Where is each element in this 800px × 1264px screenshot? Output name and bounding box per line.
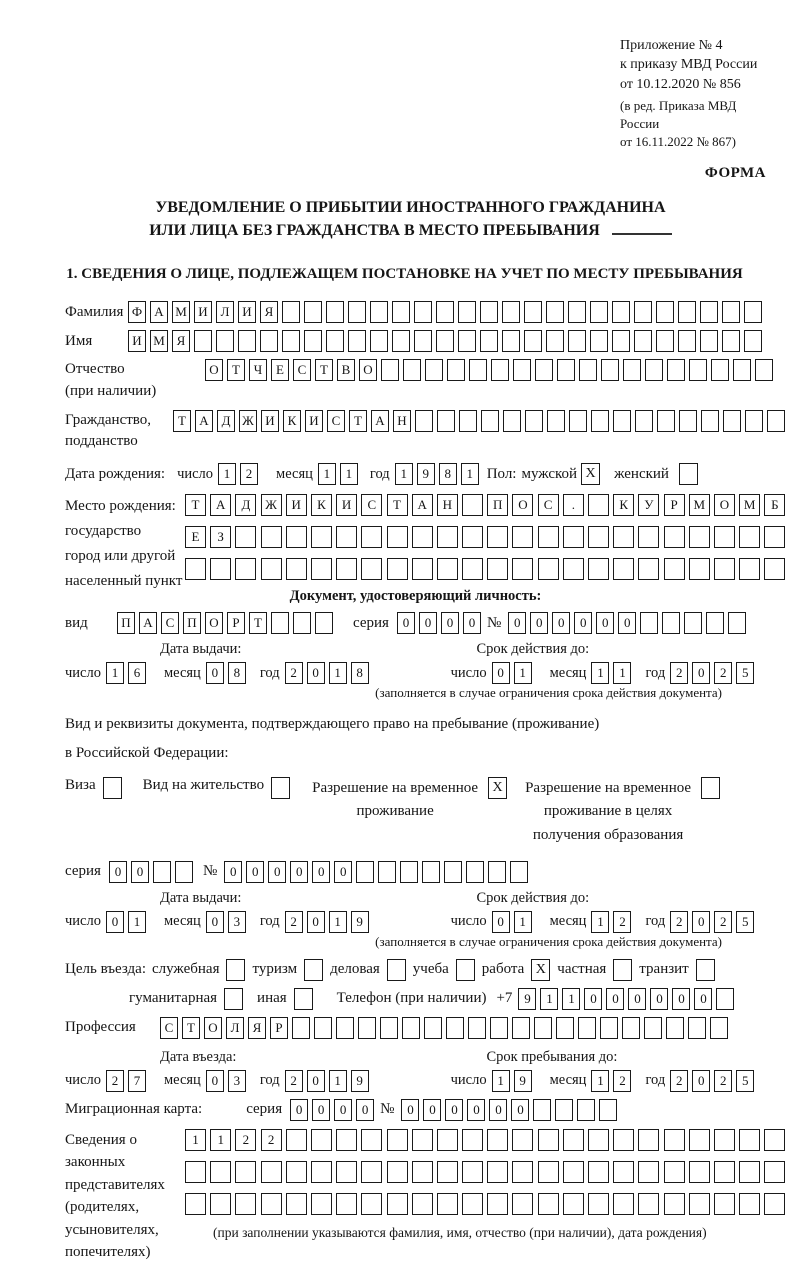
birth-day-boxes[interactable]: 1 2 (218, 463, 262, 485)
purpose-work-label: работа (481, 961, 525, 978)
doc-kind-label: вид (65, 614, 88, 631)
citizenship-boxes[interactable]: Т А Д Ж И К И С Т А Н (173, 410, 789, 432)
representatives-line3-boxes[interactable] (185, 1193, 790, 1215)
doc-series-boxes[interactable]: 0 0 0 0 (397, 612, 485, 634)
title-blank-underline (612, 219, 672, 235)
migration-series-boxes[interactable]: 0 0 0 0 (290, 1099, 378, 1121)
purpose-business-label: деловая (330, 961, 380, 978)
entry-dates-row (65, 1070, 766, 1092)
residence-permit-label: Вид на жительство (142, 777, 265, 794)
option-visa (65, 777, 122, 799)
form-title-line1: УВЕДОМЛЕНИЕ О ПРИБЫТИИ ИНОСТРАННОГО ГРАЖДАНИНА (155, 198, 666, 216)
appendix-line: к приказу МВД России (620, 57, 758, 73)
phone-label: Телефон (при наличии) (336, 990, 487, 1007)
day-label: число (65, 1072, 101, 1089)
entry-date-heading: Дата въезда: (160, 1048, 237, 1065)
residence-issue-year-boxes[interactable]: 2 0 1 9 (285, 911, 373, 933)
sex-male-checkbox[interactable]: X (581, 463, 600, 485)
sex-label: Пол: (486, 465, 517, 482)
year-label: год (645, 1072, 666, 1089)
day-label: число (450, 664, 487, 681)
sex-male-label: мужской (521, 465, 578, 482)
month-label: месяц (163, 1072, 201, 1089)
purpose-tourism-checkbox[interactable] (304, 959, 323, 981)
month-label: месяц (163, 913, 201, 930)
identity-doc-heading: Документ, удостоверяющий личность: (289, 588, 542, 605)
option-residence-permit (136, 777, 290, 799)
birth-place-label: Место рождения: государство город или другой населенный пункт (65, 498, 183, 590)
form-title-line2: ИЛИ ЛИЦА БЕЗ ГРАЖДАНСТВА В МЕСТО ПРЕБЫВАНИЯ (55, 219, 766, 242)
month-label: месяц (549, 1072, 587, 1089)
day-label: число (450, 1072, 487, 1089)
entry-date-headings (65, 1049, 766, 1066)
entry-month-boxes[interactable]: 0 3 (206, 1070, 250, 1092)
surname-label: Фамилия (65, 303, 124, 320)
purpose-humanitarian-checkbox[interactable] (224, 988, 243, 1010)
expiry-day-boxes[interactable]: 0 1 (492, 662, 536, 684)
month-label: месяц (276, 465, 313, 482)
stay-year-boxes[interactable]: 2 0 2 5 (670, 1070, 758, 1092)
representatives-line1-boxes[interactable]: 1 1 2 2 (185, 1129, 790, 1151)
entry-day-boxes[interactable]: 2 7 (106, 1070, 150, 1092)
sex-female-checkbox[interactable] (679, 463, 698, 485)
month-label: месяц (549, 664, 587, 681)
purpose-study-label: учеба (412, 961, 449, 978)
edition-line: (в ред. Приказа МВД России (620, 97, 737, 131)
expiry-month-boxes[interactable]: 1 1 (591, 662, 635, 684)
purpose-private-label: частная (557, 961, 607, 978)
residence-expiry-day-boxes[interactable]: 0 1 (492, 911, 536, 933)
forma-label: ФОРМА (704, 164, 766, 181)
surname-row (65, 301, 766, 323)
visa-label: Виза (65, 777, 96, 794)
representatives-line2-boxes[interactable] (185, 1161, 790, 1183)
birth-place-line1-boxes[interactable]: Т А Д Ж И К И С Т А Н П О С . К У Р М О М Б (185, 494, 790, 516)
visa-checkbox[interactable] (103, 777, 122, 799)
expiry-date-heading: Срок действия до: (476, 889, 590, 906)
representatives-boxes (185, 1129, 790, 1241)
residence-doc-intro: Вид и реквизиты документа, подтверждающего право на пребывание (проживание) в Российской Федерации: (65, 716, 600, 761)
year-label: год (259, 664, 280, 681)
residence-series-boxes[interactable]: 0 0 (109, 861, 197, 883)
doc-number-boxes[interactable]: 0 0 0 0 0 0 (508, 612, 750, 634)
year-label: год (259, 1072, 280, 1089)
issue-date-heading: Дата выдачи: (160, 889, 242, 906)
profession-row (65, 1017, 766, 1039)
year-label: год (369, 465, 390, 482)
purpose-transit-checkbox[interactable] (696, 959, 715, 981)
appendix-line: Приложение № 4 (620, 38, 723, 53)
doc-kind-boxes[interactable]: П А С П О Р Т (117, 612, 337, 634)
given-name-row (65, 330, 766, 352)
purpose-label: Цель въезда: (65, 961, 146, 978)
birth-date-label: Дата рождения: (65, 465, 166, 482)
purpose-work-checkbox[interactable]: X (531, 959, 550, 981)
birth-month-boxes[interactable]: 1 1 (318, 463, 362, 485)
patronymic-label: Отчество (при наличии) (65, 361, 157, 399)
expiry-note: (заполняется в случае ограничения срока действия документа) (375, 685, 722, 701)
series-label: серия (246, 1101, 283, 1118)
edition-line: от 16.11.2022 № 867) (620, 133, 737, 149)
appendix-reference (620, 36, 766, 151)
residence-doc-series-row (65, 861, 766, 883)
purpose-tourism-label: туризм (252, 961, 298, 978)
series-label: серия (65, 863, 101, 880)
profession-boxes[interactable]: С Т О Л Я Р (160, 1017, 732, 1039)
purpose-humanitarian-label: гуманитарная (129, 990, 218, 1007)
issue-day-boxes[interactable]: 1 6 (106, 662, 150, 684)
purpose-transit-label: транзит (639, 961, 689, 978)
citizenship-label: Гражданство, подданство (65, 411, 152, 450)
residence-permit-checkbox[interactable] (271, 777, 290, 799)
year-label: год (259, 913, 280, 930)
day-label: число (65, 664, 101, 681)
entry-year-boxes[interactable]: 2 0 1 9 (285, 1070, 373, 1092)
expiry-year-boxes[interactable]: 2 0 2 5 (670, 662, 758, 684)
section1-heading: 1. СВЕДЕНИЯ О ЛИЦЕ, ПОДЛЕЖАЩЕМ ПОСТАНОВКЕ НА УЧЕТ ПО МЕСТУ ПРЕБЫВАНИЯ (66, 266, 743, 283)
birth-date-row (65, 463, 766, 485)
doc-number-label: № (486, 614, 502, 631)
identity-doc-date-headings (65, 641, 766, 658)
migration-card-row (65, 1099, 766, 1121)
birth-place-line2-boxes[interactable]: Е З (185, 526, 790, 548)
residence-doc-options (65, 777, 766, 847)
phone-prefix: +7 (496, 990, 513, 1007)
day-label: число (177, 465, 214, 482)
expiry-note: (заполняется в случае ограничения срока действия документа) (375, 933, 722, 949)
birth-year-boxes[interactable]: 1 9 8 1 (395, 463, 483, 485)
appendix-line: от 10.12.2020 № 856 (620, 76, 741, 92)
purpose-row1 (65, 959, 766, 981)
residence-doc-dates-row (65, 911, 766, 933)
purpose-private-checkbox[interactable] (613, 959, 632, 981)
given-name-boxes[interactable]: И М Я (128, 330, 766, 352)
temp-residence-label: Разрешение на временное проживание (312, 780, 479, 820)
purpose-business-checkbox[interactable] (387, 959, 406, 981)
residence-issue-month-boxes[interactable]: 0 3 (206, 911, 250, 933)
residence-expiry-month-boxes[interactable]: 1 2 (591, 911, 635, 933)
purpose-study-checkbox[interactable] (456, 959, 475, 981)
given-name-label: Имя (65, 332, 93, 349)
residence-doc-date-headings (65, 890, 766, 907)
form-title (55, 196, 766, 242)
expiry-date-heading: Срок действия до: (476, 641, 590, 658)
month-label: месяц (163, 664, 201, 681)
purpose-row2 (65, 988, 766, 1010)
purpose-official-checkbox[interactable] (226, 959, 245, 981)
day-label: число (450, 913, 487, 930)
number-label: № (380, 1101, 395, 1118)
purpose-other-label: иная (257, 990, 287, 1007)
phone-boxes[interactable]: 9 1 1 0 0 0 0 0 0 (518, 988, 738, 1010)
citizenship-row (65, 410, 766, 454)
purpose-other-checkbox[interactable] (294, 988, 313, 1010)
month-label: месяц (549, 913, 587, 930)
issue-month-boxes[interactable]: 0 8 (206, 662, 250, 684)
stay-until-heading: Срок пребывания до: (486, 1048, 618, 1065)
migration-card-label: Миграционная карта: (65, 1101, 203, 1118)
surname-boxes[interactable]: Ф А М И Л И Я (128, 301, 766, 323)
migration-number-boxes[interactable]: 0 0 0 0 0 0 (401, 1099, 621, 1121)
doc-series-label: серия (353, 614, 389, 631)
patronymic-row (65, 359, 766, 403)
option-temp-residence-education (525, 777, 720, 847)
identity-doc-dates-row (65, 662, 766, 684)
representatives-note: (при заполнении указываются фамилия, имя, отчество (при наличии), дата рождения) (213, 1224, 707, 1240)
residence-issue-day-boxes[interactable]: 0 1 (106, 911, 150, 933)
birth-place-row (65, 494, 779, 594)
issue-date-heading: Дата выдачи: (160, 641, 242, 658)
temp-residence-education-label: Разрешение на временное проживание в целях получения образования (525, 780, 692, 843)
profession-label: Профессия (65, 1019, 136, 1036)
year-label: год (645, 664, 666, 681)
birth-place-boxes (185, 494, 790, 590)
issue-year-boxes[interactable]: 2 0 1 8 (285, 662, 373, 684)
purpose-official-label: служебная (151, 961, 220, 978)
stay-day-boxes[interactable]: 1 9 (492, 1070, 536, 1092)
option-temp-residence (312, 777, 507, 824)
number-label: № (202, 863, 218, 880)
representatives-label: Сведения о законных представителях (родителях, усыновителях, попечителях) (65, 1131, 165, 1261)
patronymic-boxes[interactable]: О Т Ч Е С Т В О (205, 359, 777, 381)
residence-number-boxes[interactable]: 0 0 0 0 0 0 (224, 861, 532, 883)
stay-month-boxes[interactable]: 1 2 (591, 1070, 635, 1092)
representatives-row (65, 1129, 766, 1264)
birth-place-line3-boxes[interactable] (185, 558, 790, 580)
temp-residence-education-checkbox[interactable] (701, 777, 720, 799)
residence-expiry-year-boxes[interactable]: 2 0 2 5 (670, 911, 758, 933)
sex-female-label: женский (614, 465, 669, 482)
identity-doc-kind-row (65, 612, 766, 634)
day-label: число (65, 913, 101, 930)
temp-residence-checkbox[interactable]: X (488, 777, 507, 799)
year-label: год (645, 913, 666, 930)
